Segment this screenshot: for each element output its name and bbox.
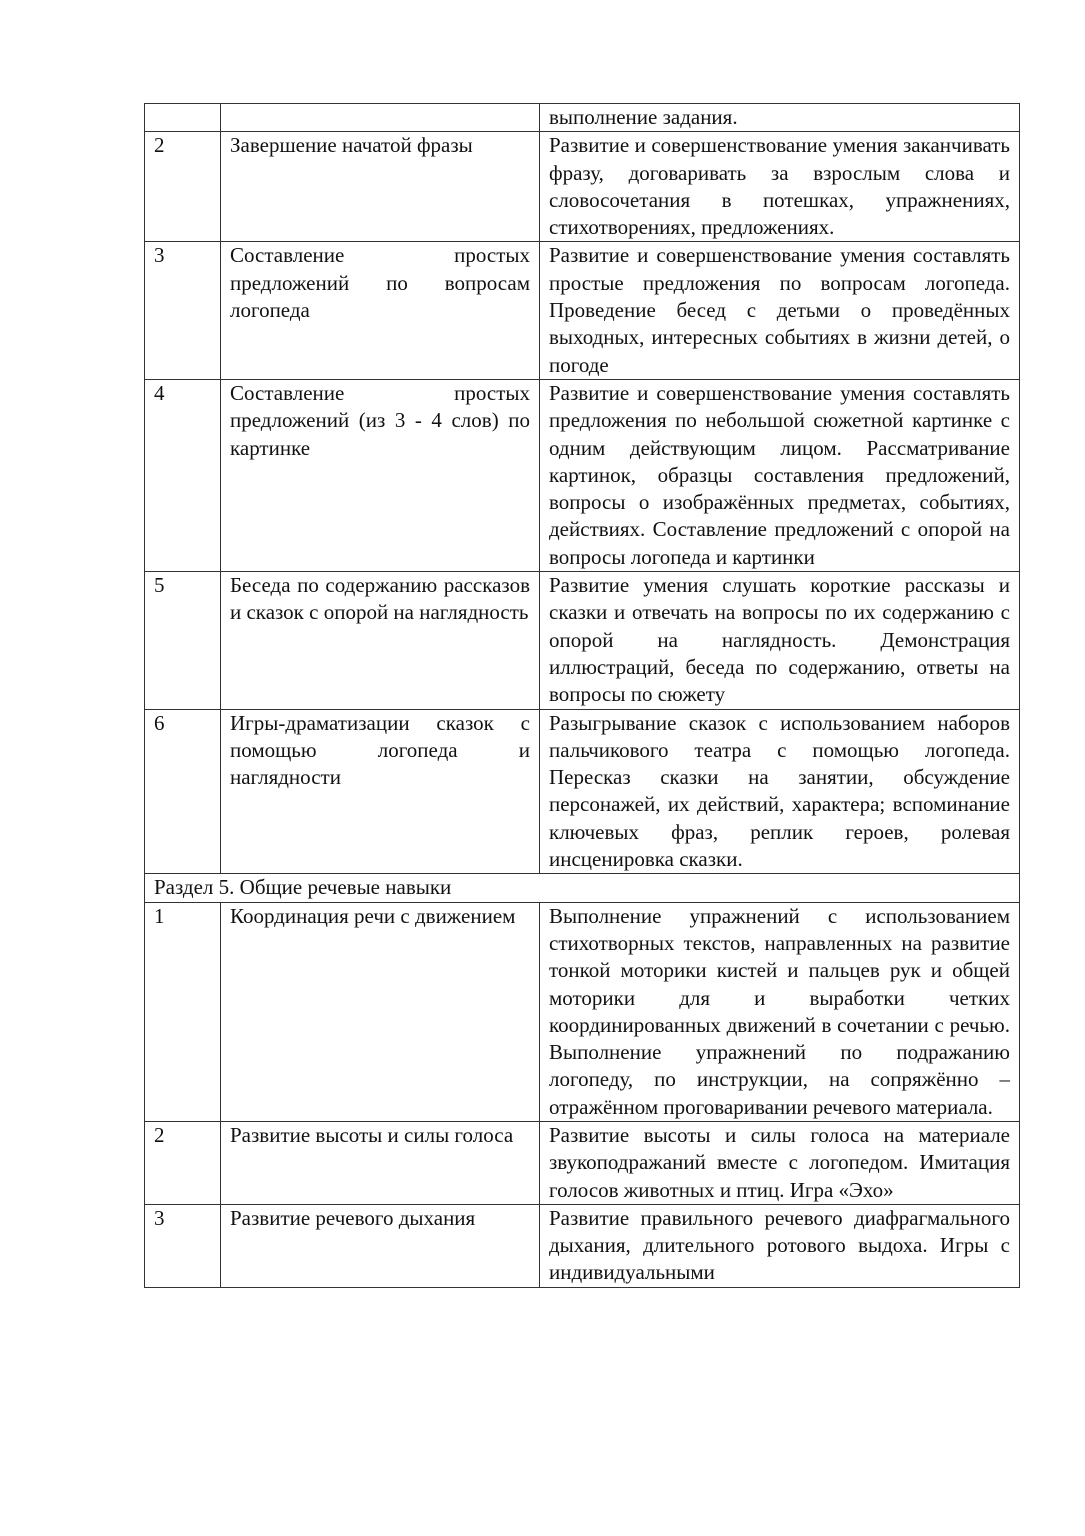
row-number: 3 (145, 1204, 221, 1287)
table-row (145, 132, 1020, 242)
row-number: 4 (145, 379, 221, 571)
row-content: Развитие умения слушать короткие рассказы и сказки и отвечать на вопросы по их содержанию с опорой на наглядность. Демонстрация иллюстраций, беседа по содержанию, ответы на вопросы по сюжету (540, 572, 1020, 709)
section-title: Раздел 5. Общие речевые навыки (145, 874, 1020, 902)
row-content: Выполнение упражнений с использованием стихотворных текстов, направленных на развитие тонкой моторики кистей и пальцев рук и общей моторики для и выработки четких координированных движений в сочетании с речью. Выполнение упражнений по подражанию логопеду, по инструкции, на сопряжённо – отражённом проговаривании речевого материала. (540, 902, 1020, 1121)
row-topic (221, 104, 540, 132)
table-row (145, 242, 1020, 379)
table-row (145, 572, 1020, 709)
table-row (145, 709, 1020, 874)
table-row (145, 379, 1020, 571)
row-content: Развитие и совершенствование умения составлять предложения по небольшой сюжетной картинке с одним действующим лицом. Рассматривание картинок, образцы составления предложений, вопросы о изображённых предметах, событиях, действиях. Составление предложений с опорой на вопросы логопеда и картинки (540, 379, 1020, 571)
row-number (145, 104, 221, 132)
row-topic: Развитие речевого дыхания (221, 1204, 540, 1287)
row-content: Развитие и совершенствование умения составлять простые предложения по вопросам логопеда. Проведение бесед с детьми о проведённых выходных, интересных событиях в жизни детей, о погоде (540, 242, 1020, 379)
row-number: 6 (145, 709, 221, 874)
row-topic: Развитие высоты и силы голоса (221, 1121, 540, 1204)
row-content: Развитие и совершенствование умения заканчивать фразу, договаривать за взрослым слова и словосочетания в потешках, упражнениях, стихотворениях, предложениях. (540, 132, 1020, 242)
table-row (145, 1204, 1020, 1287)
table-row (145, 902, 1020, 1121)
row-number: 2 (145, 1121, 221, 1204)
row-topic: Составление простых предложений по вопросам логопеда (221, 242, 540, 379)
row-number: 3 (145, 242, 221, 379)
row-number: 2 (145, 132, 221, 242)
row-content: Развитие высоты и силы голоса на материале звукоподражаний вместе с логопедом. Имитация голосов животных и птиц. Игра «Эхо» (540, 1121, 1020, 1204)
row-number: 1 (145, 902, 221, 1121)
row-topic: Координация речи с движением (221, 902, 540, 1121)
row-topic: Завершение начатой фразы (221, 132, 540, 242)
program-table (144, 103, 1020, 1288)
row-content: выполнение задания. (540, 104, 1020, 132)
row-content: Разыгрывание сказок с использованием наборов пальчикового театра с помощью логопеда. Пересказ сказки на занятии, обсуждение персонажей, их действий, характера; вспоминание ключевых фраз, реплик героев, ролевая инсценировка сказки. (540, 709, 1020, 874)
table-row (145, 104, 1020, 132)
row-topic: Беседа по содержанию рассказов и сказок с опорой на наглядность (221, 572, 540, 709)
table-row (145, 1121, 1020, 1204)
row-topic: Игры-драматизации сказок с помощью логопеда и наглядности (221, 709, 540, 874)
section-header-row (145, 874, 1020, 902)
row-content: Развитие правильного речевого диафрагмального дыхания, длительного ротового выдоха. Игры с индивидуальными (540, 1204, 1020, 1287)
row-number: 5 (145, 572, 221, 709)
row-topic: Составление простых предложений (из 3 - 4 слов) по картинке (221, 379, 540, 571)
